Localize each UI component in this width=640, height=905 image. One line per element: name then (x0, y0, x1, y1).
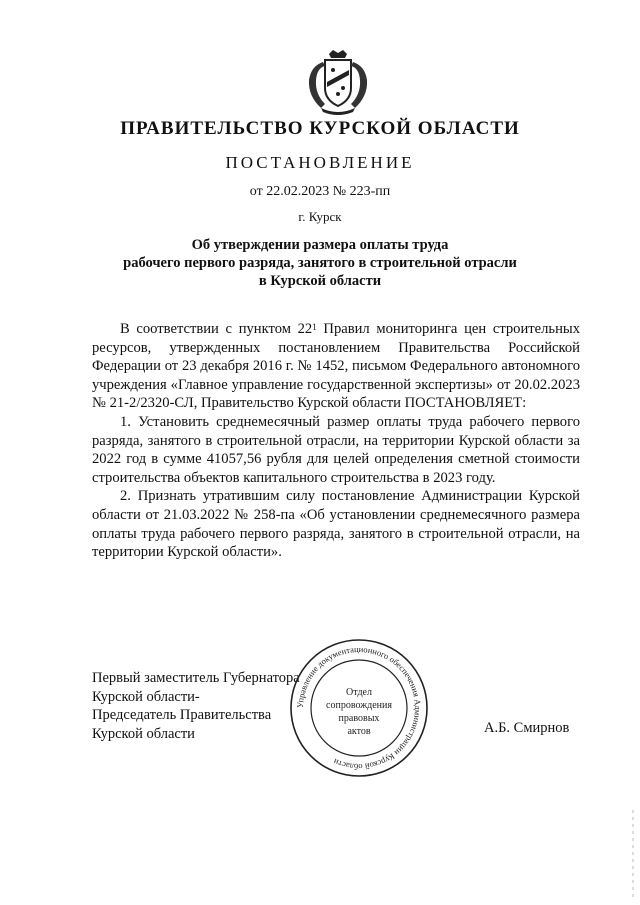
paragraph-item-2: 2. Признать утратившим силу постановление Администрации Курской области от 21.03.2022 № 258-па «Об установлении среднемесячного размера оплаты труда рабочего первого разряда, занятого в строительной отрасли, на территории Курской области». (92, 488, 580, 561)
signer-position-line: Первый заместитель Губернатора (92, 670, 300, 686)
paragraph-preamble: В соответствии с пунктом $22^1$ Правил мониторинга цен строительных ресурсов, утвержденных постановлением Правительства Российской Федерации от 23 декабря 2016 г. № 1452, письмом Федерального автономного учреждения «Главное управление государственной экспертизы» от 20.02.2023 № 21-2/2320-СЛ, Правительство Курской области ПОСТАНОВЛЯЕТ: (92, 321, 580, 412)
signature-block (92, 669, 300, 743)
signer-position-line: Курской области- (92, 688, 200, 705)
stamp-center-line: сопровождения (326, 700, 392, 711)
official-stamp (288, 637, 430, 779)
title-line: Об утверждении размера оплаты труда (191, 237, 449, 253)
stamp-center-line: правовых (338, 713, 380, 724)
document-title (60, 236, 580, 290)
document-body (92, 320, 580, 562)
title-line: в Курской области (258, 273, 382, 289)
document-date-number: от 22.02.2023 № 223-пп (249, 184, 391, 199)
coat-of-arms-icon (303, 48, 373, 116)
signer-name: А.Б. Смирнов (484, 720, 570, 736)
title-line: рабочего первого разряда, занятого в строительной отрасли (123, 255, 517, 271)
signer-position-line: Курской области (92, 725, 195, 742)
document-city: г. Курск (298, 209, 342, 224)
superscript: 1 (312, 322, 317, 332)
document-type: ПОСТАНОВЛЕНИЕ (225, 153, 415, 172)
signer-position-line: Председатель Правительства (92, 707, 272, 724)
scan-edge-mark (632, 810, 634, 900)
stamp-center-line: Отдел (346, 687, 372, 698)
paragraph-item-1: 1. Установить среднемесячный размер оплаты труда рабочего первого разряда, занятого в строительной отрасли, на территории Курской области за 2022 год в сумме 41057,56 рубля для целей определения сметной стоимости строительства объектов капитального строительства в 2023 году. (92, 413, 580, 486)
stamp-ring-text: Управление документационного обеспечения Администрации Курской области (294, 643, 424, 773)
stamp-center-line: актов (347, 726, 371, 737)
government-name: ПРАВИТЕЛЬСТВО КУРСКОЙ ОБЛАСТИ (120, 118, 520, 139)
